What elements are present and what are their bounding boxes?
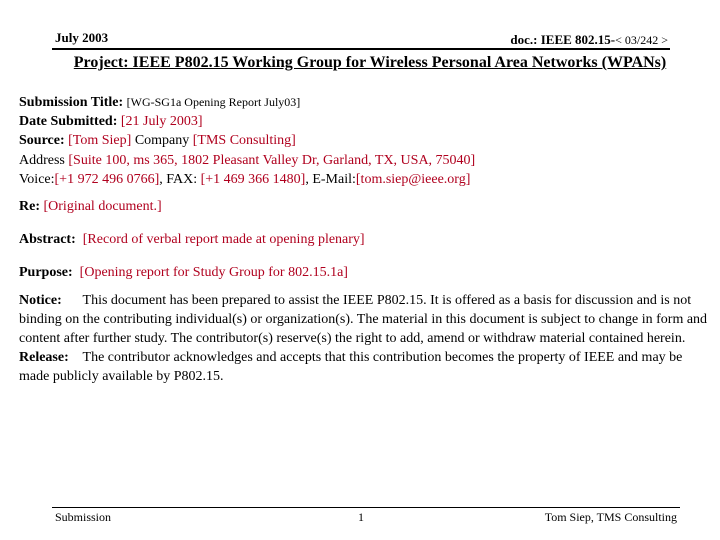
date-submitted-line	[19, 112, 714, 131]
header-date: July 2003	[55, 30, 109, 45]
notice-text: This document has been prepared to assist the IEEE P802.15. It is offered as a basis for discussion and is not binding on the contributing individual(s) or organization(s). The material in this document is subject to change in form and content after further study. The contributor(s) reserve(s) the right to add, amend or withdraw material contained herein.	[19, 292, 708, 347]
notice-paragraph	[19, 291, 714, 349]
purpose-line	[19, 263, 714, 282]
email-value: [tom.siep@ieee.org]	[355, 171, 471, 187]
purpose-label: Purpose:	[19, 265, 73, 281]
abstract-value: [Record of verbal report made at opening plenary]	[82, 232, 365, 248]
company-label: Company	[134, 133, 190, 149]
abstract-label: Abstract:	[19, 232, 76, 248]
email-label: , E-Mail:	[305, 171, 356, 187]
doc-prefix: doc.: IEEE 802.15-	[510, 32, 616, 47]
company-value: [TMS Consulting]	[192, 133, 296, 149]
cover-body	[19, 93, 714, 387]
fax-value: [+1 469 366 1480]	[200, 171, 306, 187]
submission-title-line	[19, 93, 714, 112]
re-line	[19, 197, 714, 216]
re-label: Re:	[19, 199, 40, 215]
fax-label: , FAX:	[159, 171, 198, 187]
notice-label: Notice:	[19, 292, 62, 308]
footer-submission: Submission	[55, 510, 112, 524]
voice-value: [+1 972 496 0766]	[54, 171, 160, 187]
purpose-value: [Opening report for Study Group for 802.15.1a]	[79, 265, 348, 281]
submission-title-value: [WG-SG1a Opening Report July03]	[126, 95, 301, 109]
project-title: Project: IEEE P802.15 Working Group for Wireless Personal Area Networks (WPANs)	[73, 54, 667, 71]
footer-rule	[52, 507, 680, 508]
footer-author: Tom Siep, TMS Consulting	[544, 510, 677, 524]
submission-title-label: Submission Title:	[19, 95, 124, 110]
footer-page-number: 1	[358, 510, 364, 524]
contact-line	[19, 170, 714, 189]
abstract-line	[19, 230, 714, 249]
header-doc-id	[510, 32, 668, 48]
source-label: Source:	[19, 133, 65, 149]
address-line	[19, 151, 714, 170]
re-value: [Original document.]	[43, 199, 162, 215]
release-text: The contributor acknowledges and accepts that this contribution becomes the property of IEEE and may be made publicly available by P802.15.	[19, 350, 683, 385]
date-submitted-label: Date Submitted:	[19, 114, 118, 130]
header-rule	[52, 48, 670, 50]
release-paragraph	[19, 348, 714, 386]
date-submitted-value: [21 July 2003]	[120, 114, 203, 130]
source-line	[19, 131, 714, 150]
address-value: [Suite 100, ms 365, 1802 Pleasant Valley Dr, Garland, TX, USA, 75040]	[68, 152, 476, 168]
source-name: [Tom Siep]	[68, 133, 132, 149]
release-label: Release:	[19, 350, 69, 366]
voice-label: Voice:	[19, 171, 55, 187]
doc-number: < 03/242 >	[615, 33, 668, 47]
address-label: Address	[19, 152, 65, 168]
